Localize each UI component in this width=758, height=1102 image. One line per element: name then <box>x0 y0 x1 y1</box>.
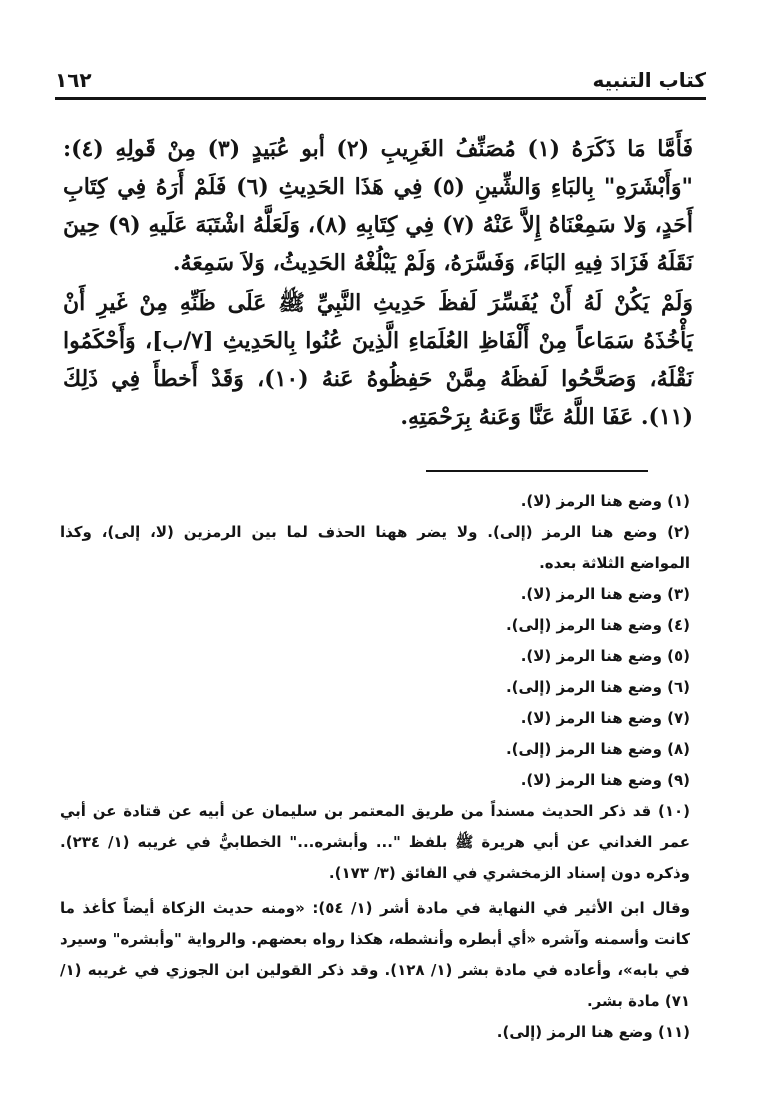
footnote-5: (٥) وضع هنا الرمز (لا). <box>520 647 690 665</box>
page-number: ١٦٢ <box>55 68 92 92</box>
footnote-10: (١٠) قد ذكر الحديث مسنداً من طريق المعتمر بن سليمان عن أبيه عن قتادة عن أبي عمر الغداني عن أبي هريرة ﷺ بلفظ "... وأبشره..." الخطابيُّ في غريبه (١/ ٢٣٤). وذكره دون إسناد الزمخشري في الفائق (٣/ ١٧٣). <box>60 802 691 882</box>
footnote-4: (٤) وضع هنا الرمز (إلى). <box>505 616 690 634</box>
footnote-2: (٢) وضع هنا الرمز (إلى). ولا يضر ههنا الحذف لما بين الرمزين (لا، إلى)، وكذا المواضع الثلاثة بعده. <box>60 523 690 572</box>
main-paragraph-1: فَأَمَّا مَا ذَكَرَهُ (١) مُصَنِّفُ الغَرِيبِ (٢) أبو عُبَيدٍ (٣) مِنْ قَولِهِ (٤): "وَأَبْشَرَهِ" بِالبَاءِ وَالشِّينِ (٥) فِي هَذَا الحَدِيثِ (٦) فَلَمْ أَرَهُ فِي كِتَابِ أَحَدٍ، وَلا سَمِعْنَاهُ إِلاَّ عَنْهُ (٧) فِي كِتَابِهِ (٨)، وَلَعَلَّهُ اشْتَبَهَ عَلَيهِ (٩) حِينَ نَقَلَهُ فَزَادَ فِيهِ البَاءَ، وَفَسَّرَهُ، وَلَمْ يَبْلُغْهُ الحَدِيثُ، وَلاَ سَمِعَهُ. <box>63 136 693 276</box>
footnote-1: (١) وضع هنا الرمز (لا). <box>520 492 690 510</box>
header-divider <box>55 97 706 100</box>
footnote-3: (٣) وضع هنا الرمز (لا). <box>520 585 690 603</box>
footnote-7: (٧) وضع هنا الرمز (لا). <box>520 709 690 727</box>
main-text-body <box>63 130 693 436</box>
footnote-6: (٦) وضع هنا الرمز (إلى). <box>505 678 690 696</box>
footnotes-section <box>60 486 690 1048</box>
footnote-8: (٨) وضع هنا الرمز (إلى). <box>505 740 690 758</box>
footnote-11: (١١) وضع هنا الرمز (إلى). <box>496 1023 690 1041</box>
footnote-10-continuation: وقال ابن الأثير في النهاية في مادة أشر (١/ ٥٤): «ومنه حديث الزكاة أيضاً كأغذ ما كانت وأسمنه وآشره «أي أبطره وأنشطه، هكذا رواه بعضهم. والرواية "وأبشره" وسيرد في بابه»، وأعاده في مادة بشر (١/ ١٢٨). وقد ذكر القولين ابن الجوزي في غريبه (١/ ٧١) مادة بشر. <box>60 899 690 1010</box>
page-header <box>55 56 706 96</box>
book-title: كتاب التنبيه <box>592 68 706 92</box>
footnote-9: (٩) وضع هنا الرمز (لا). <box>520 771 690 789</box>
footnote-separator <box>426 470 648 472</box>
main-paragraph-2: وَلَمْ يَكُنْ لَهُ أَنْ يُفَسِّرَ لَفظَ حَدِيثِ النَّبِيِّ ﷺ عَلَى ظَنِّهِ مِنْ غَيرِ أَنْ يَأْخُذَهُ سَمَاعاً مِنْ أَلْفَاظِ العُلَمَاءِ الَّذِينَ عُنُوا بِالحَدِيثِ [٧/ب]، وَأَحْكَمُوا نَقْلَهُ، وَصَحَّحُوا لَفظَهُ مِمَّنْ حَفِظُوهُ عَنهُ (١٠)، وَقَدْ أَخطأَ فِي ذَلِكَ (١١). عَفَا اللَّهُ عَنَّا وَعَنهُ بِرَحْمَتِهِ. <box>63 290 693 430</box>
